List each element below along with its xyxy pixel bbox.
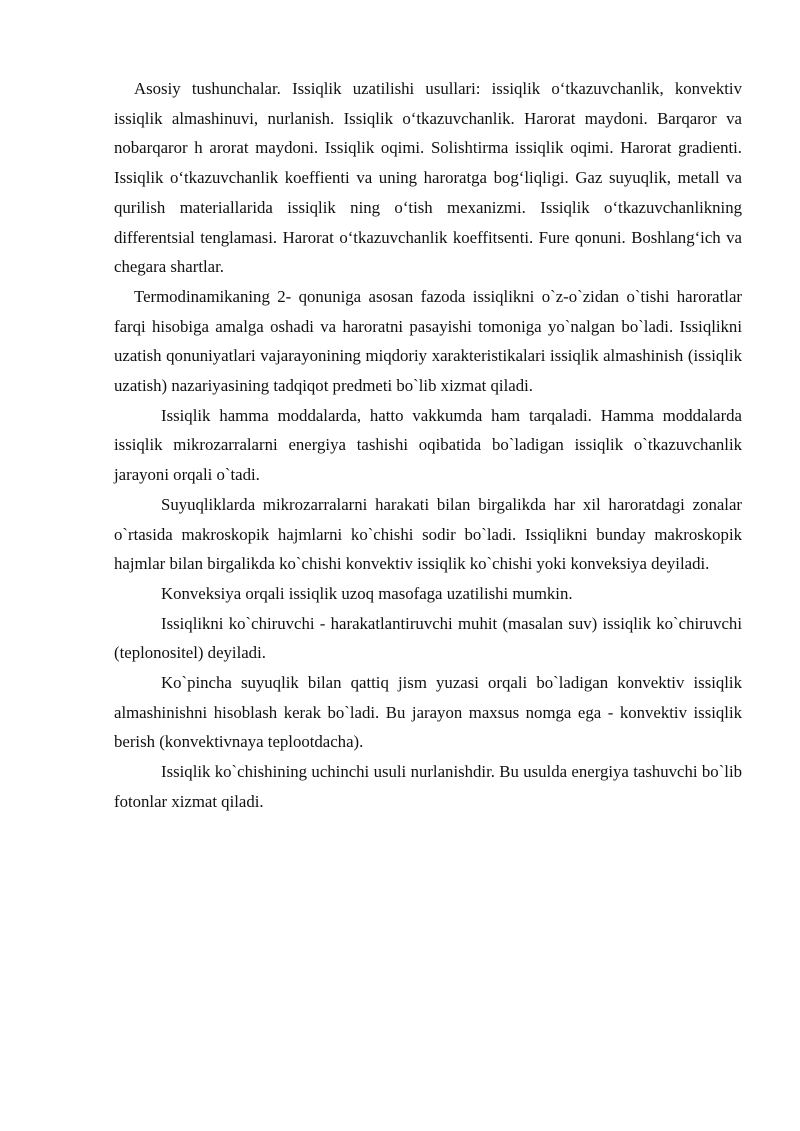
paragraph-heat-carrier: Issiqlikni ko`chiruvchi - harakatlantiruvchi muhit (masalan suv) issiqlik ko`chiruvchi (teplonositel) deyiladi. [114, 613, 742, 663]
document-page [114, 74, 742, 817]
paragraph-thermodynamics-second-law: Termodinamikaning 2- qonuniga asosan fazoda issiqlikni o`z-o`zidan o`tishi haroratlar farqi hisobiga amalga oshadi va haroratni pasayishi tomoniga yo`nalgan bo`ladi. Issiqlikni uzatish qonuniyatlari vajarayonining miqdoriy xarakteristikalari issiqlik almashinish (issiqlik uzatish) nazariyasining tadqiqot predmeti bo`lib xizmat qiladi. [114, 286, 742, 396]
paragraph-heat-conduction: Issiqlik hamma moddalarda, hatto vakkumda ham tarqaladi. Hamma moddalarda issiqlik mikrozarralarni energiya tashishi oqibatida bo`ladigan issiqlik o`tkazuvchanlik jarayoni orqali o`tadi. [114, 405, 742, 485]
paragraph-radiation: Issiqlik ko`chishining uchinchi usuli nurlanishdir. Bu usulda energiya tashuvchi bo`lib fotonlar xizmat qiladi. [114, 762, 742, 811]
paragraph-convective-heat-transfer: Ko`pincha suyuqlik bilan qattiq jism yuzasi orqali bo`ladigan konvektiv issiqlik almashinishni hisoblash kerak bo`ladi. Bu jarayon maxsus nomga ega - konvektiv issiqlik berish (konvektivnaya teplootdacha). [114, 673, 742, 752]
paragraph-basic-concepts: Asosiy tushunchalar. Issiqlik uzatilishi usullari: issiqlik o‘tkazuvchanlik, konvektiv issiqlik almashinuvi, nurlanish. Issiqlik o‘tkazuvchanlik. Harorat maydoni. Barqaror va nobarqaror h arorat maydoni. Issiqlik oqimi. Solishtirma issiqlik oqimi. Harorat gradienti. Issiqlik o‘tkazuvchanlik koeffienti va uning haroratga bog‘liqligi. Gaz suyuqlik, metall va qurilish materiallarida issiqlik ning o‘tish mexanizmi. Issiqlik o‘tkazuvchanlikning differentsial tenglamasi. Harorat o‘tkazuvchanlik koeffitsenti. Fure qonuni. Boshlang‘ich va chegara shartlar. [114, 79, 742, 277]
paragraph-convection: Suyuqliklarda mikrozarralarni harakati bilan birgalikda har xil haroratdagi zonalar o`rtasida makroskopik hajmlarni ko`chishi sodir bo`ladi. Issiqlikni bunday makroskopik hajmlar bilan birgalikda ko`chishi konvektiv issiqlik ko`chishi yoki konveksiya deyiladi. [114, 494, 742, 574]
paragraph-convection-distance: Konveksiya orqali issiqlik uzoq masofaga uzatilishi mumkin. [161, 583, 573, 603]
